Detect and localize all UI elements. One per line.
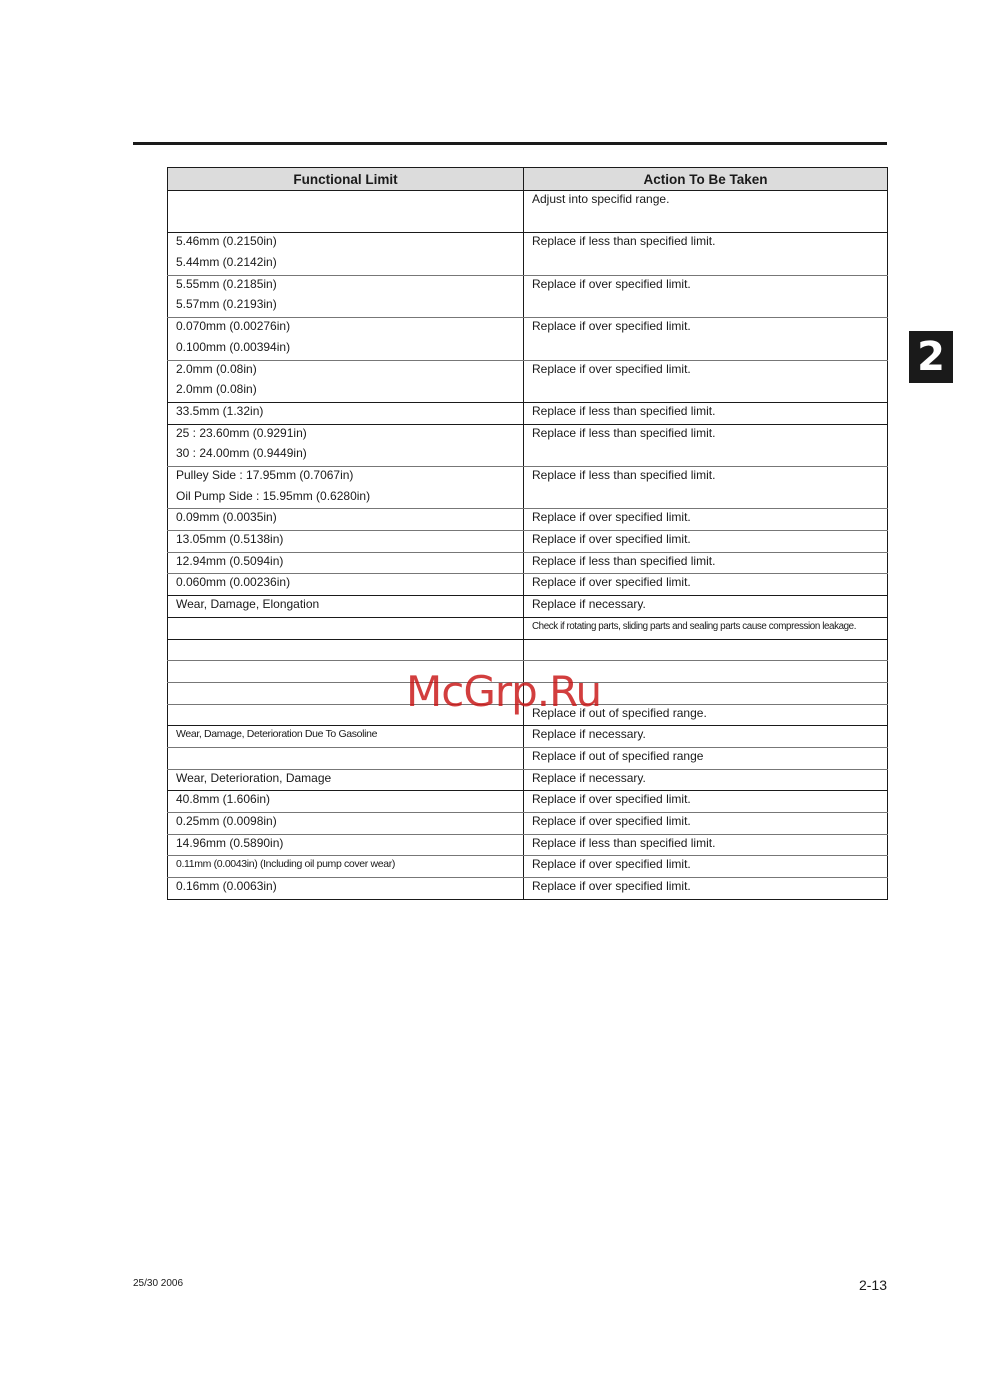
action-line: Replace if necessary. <box>532 727 646 742</box>
action-cell <box>524 509 888 531</box>
limit-cell <box>168 769 524 791</box>
action-cell <box>524 596 888 618</box>
table-row <box>168 769 888 791</box>
table-row <box>168 318 888 360</box>
limit-cell <box>168 878 524 900</box>
table-row <box>168 191 888 233</box>
watermark: McGrp.Ru <box>406 667 602 716</box>
action-line <box>532 445 887 466</box>
limit-line: 5.46mm (0.2150in) <box>176 234 277 249</box>
action-line <box>532 212 887 233</box>
table-header-row <box>168 168 888 191</box>
limit-line <box>176 191 523 212</box>
action-line: Replace if over specified limit. <box>532 532 691 547</box>
table-row <box>168 878 888 900</box>
action-line: Replace if necessary. <box>532 770 646 785</box>
limit-line: 25 : 23.60mm (0.9291in) <box>176 425 307 440</box>
table-row <box>168 275 888 317</box>
limit-line: 40.8mm (1.606in) <box>176 792 271 807</box>
action-line: Replace if necessary. <box>532 597 646 612</box>
action-cell <box>524 402 888 424</box>
table-row <box>168 791 888 813</box>
action-line: Replace if less than specified limit. <box>532 835 716 850</box>
limit-cell <box>168 233 524 275</box>
action-line: Replace if out of specified range <box>532 748 704 763</box>
limit-cell <box>168 531 524 553</box>
limit-line: Wear, Deterioration, Damage <box>176 770 332 785</box>
action-cell <box>524 233 888 275</box>
action-line: Replace if less than specified limit. <box>532 403 716 418</box>
functional-limit-header: Functional Limit <box>168 168 524 191</box>
limit-line: 0.060mm (0.00236in) <box>176 575 291 590</box>
table-row <box>168 467 888 509</box>
table-row <box>168 639 888 661</box>
limit-line: 14.96mm (0.5890in) <box>176 835 284 850</box>
page-number: 2-13 <box>858 1277 887 1293</box>
limit-line: 5.57mm (0.2193in) <box>176 297 277 312</box>
limit-cell <box>168 791 524 813</box>
limit-cell <box>168 747 524 769</box>
table-row <box>168 574 888 596</box>
action-line: Adjust into specifid range. <box>532 192 670 206</box>
table-row <box>168 726 888 748</box>
action-cell <box>524 467 888 509</box>
limit-line <box>176 640 523 661</box>
action-line <box>532 254 887 275</box>
action-cell <box>524 275 888 317</box>
table-row <box>168 596 888 618</box>
action-cell <box>524 531 888 553</box>
action-line <box>532 488 887 509</box>
action-cell <box>524 878 888 900</box>
table-row <box>168 552 888 574</box>
limit-line: Wear, Damage, Elongation <box>176 597 320 612</box>
action-line: Replace if less than specified limit. <box>532 234 716 249</box>
limit-line: 13.05mm (0.5138in) <box>176 532 284 547</box>
action-line: Replace if less than specified limit. <box>532 468 716 483</box>
table-row <box>168 402 888 424</box>
limit-cell <box>168 402 524 424</box>
table-row <box>168 856 888 878</box>
limit-line: 0.25mm (0.0098in) <box>176 814 277 829</box>
limit-cell <box>168 726 524 748</box>
action-cell <box>524 639 888 661</box>
limit-cell <box>168 509 524 531</box>
limit-cell <box>168 552 524 574</box>
action-cell <box>524 552 888 574</box>
limit-cell <box>168 596 524 618</box>
action-line <box>532 296 887 317</box>
limit-line: Oil Pump Side : 15.95mm (0.6280in) <box>176 488 371 503</box>
action-line: Replace if over specified limit. <box>532 319 691 334</box>
action-cell <box>524 769 888 791</box>
action-cell <box>524 360 888 402</box>
action-line: Replace if less than specified limit. <box>532 553 716 568</box>
action-cell <box>524 856 888 878</box>
footer-model-year: 25/30 2006 <box>133 1278 184 1289</box>
action-line: Replace if over specified limit. <box>532 879 691 894</box>
action-cell <box>524 617 888 639</box>
limit-line: 33.5mm (1.32in) <box>176 403 264 418</box>
action-cell <box>524 424 888 466</box>
limit-line: Wear, Damage, Deterioration Due To Gasoline <box>176 728 378 741</box>
action-line: Replace if less than specified limit. <box>532 425 716 440</box>
limit-line <box>176 748 523 769</box>
action-cell <box>524 747 888 769</box>
action-line <box>532 339 887 360</box>
action-line: Replace if over specified limit. <box>532 814 691 829</box>
action-cell <box>524 574 888 596</box>
table-row <box>168 834 888 856</box>
limit-line: 0.11mm (0.0043in) (Including oil pump cover wear) <box>176 858 396 871</box>
action-header: Action To Be Taken <box>524 168 888 191</box>
limit-line: 0.16mm (0.0063in) <box>176 879 277 894</box>
table-row <box>168 509 888 531</box>
limit-cell <box>168 318 524 360</box>
action-line: Replace if over specified limit. <box>532 857 691 872</box>
limit-cell <box>168 813 524 835</box>
limit-line <box>176 618 523 639</box>
action-line: Replace if out of specified range. <box>532 705 707 720</box>
action-line <box>532 640 887 661</box>
specification-table <box>167 167 888 900</box>
top-rule <box>133 142 887 145</box>
limit-line: 0.100mm (0.00394in) <box>176 339 291 354</box>
action-cell <box>524 726 888 748</box>
limit-line: 2.0mm (0.08in) <box>176 382 257 397</box>
action-cell <box>524 813 888 835</box>
action-cell <box>524 318 888 360</box>
limit-line: 12.94mm (0.5094in) <box>176 553 284 568</box>
table-row <box>168 747 888 769</box>
action-cell <box>524 791 888 813</box>
limit-line: 30 : 24.00mm (0.9449in) <box>176 446 307 461</box>
table-row <box>168 531 888 553</box>
action-line: Replace if over specified limit. <box>532 276 691 291</box>
limit-cell <box>168 574 524 596</box>
limit-cell <box>168 360 524 402</box>
action-line: Replace if over specified limit. <box>532 792 691 807</box>
table-row <box>168 617 888 639</box>
action-line: Check if rotating parts, sliding parts and sealing parts cause compression leakage. <box>532 620 857 632</box>
table-row <box>168 233 888 275</box>
action-line <box>532 381 887 402</box>
limit-cell <box>168 275 524 317</box>
action-line: Replace if over specified limit. <box>532 361 691 376</box>
action-line: Replace if over specified limit. <box>532 510 691 525</box>
limit-cell <box>168 617 524 639</box>
limit-cell <box>168 834 524 856</box>
limit-line: 2.0mm (0.08in) <box>176 361 257 376</box>
limit-cell <box>168 424 524 466</box>
limit-cell <box>168 856 524 878</box>
limit-line <box>176 212 523 233</box>
limit-line: 0.070mm (0.00276in) <box>176 319 291 334</box>
limit-line: 0.09mm (0.0035in) <box>176 510 277 525</box>
table-row <box>168 424 888 466</box>
limit-cell <box>168 639 524 661</box>
table-row <box>168 813 888 835</box>
table-row <box>168 360 888 402</box>
limit-line: 5.44mm (0.2142in) <box>176 255 277 270</box>
limit-cell <box>168 467 524 509</box>
section-tab: 2 <box>909 331 953 383</box>
limit-cell <box>168 191 524 233</box>
action-line: Replace if over specified limit. <box>532 575 691 590</box>
action-cell <box>524 834 888 856</box>
limit-line: Pulley Side : 17.95mm (0.7067in) <box>176 468 354 483</box>
action-cell <box>524 191 888 233</box>
limit-line: 5.55mm (0.2185in) <box>176 276 277 291</box>
